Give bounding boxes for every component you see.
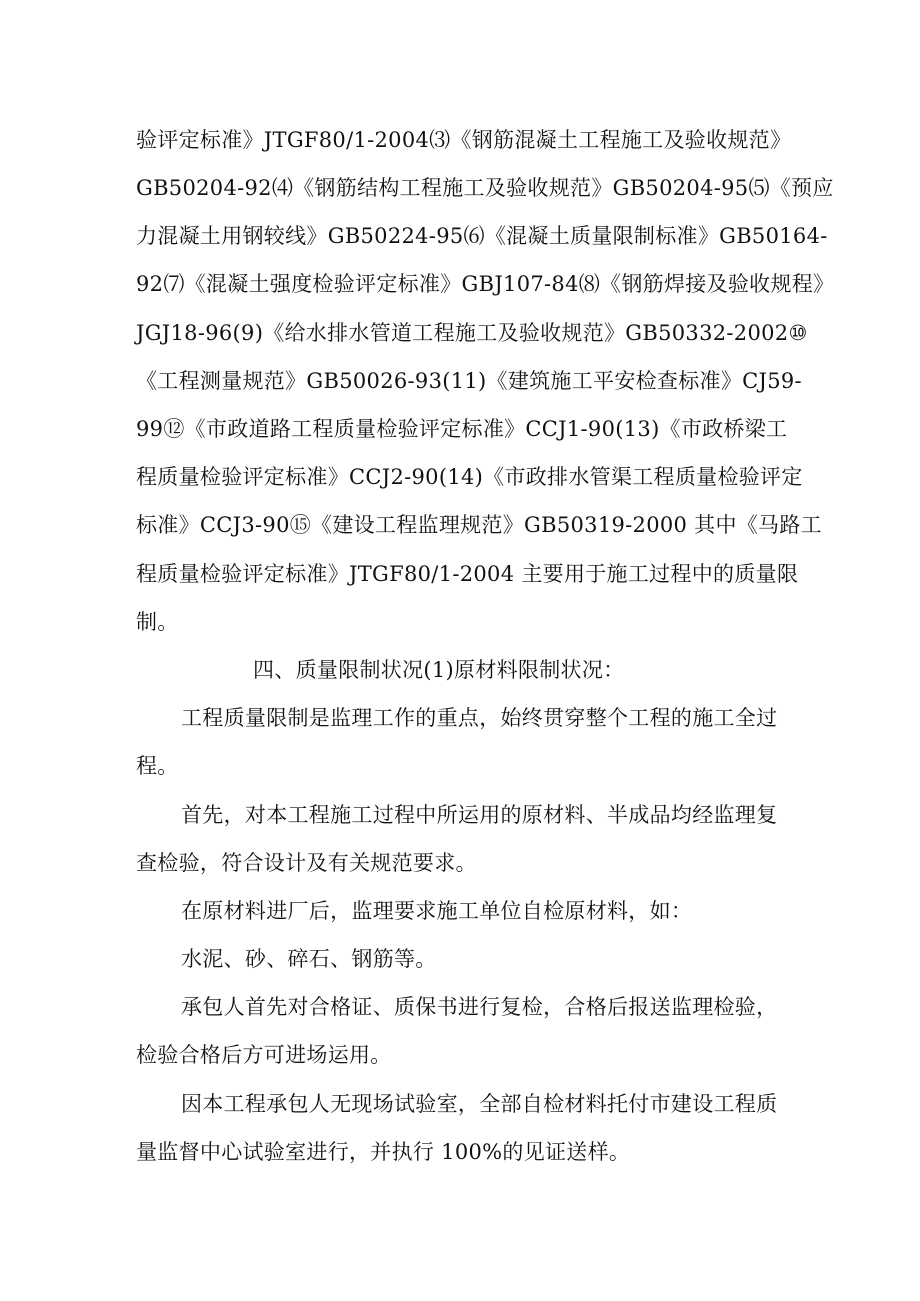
paragraph-line: 在原材料进厂后，监理要求施工单位自检原材料，如：: [181, 899, 693, 923]
text-line: 《工程测量规范》GB50026-93(11)《建筑施工平安检查标准》CJ59-: [136, 369, 802, 393]
text-line: 力混凝土用钢较线》GB50224-95⑹《混凝土质量限制标准》GB50164-: [136, 224, 828, 248]
paragraph-line: 首先，对本工程施工过程中所运用的原材料、半成品均经监理复: [181, 803, 778, 827]
paragraph-line: 量监督中心试验室进行，并执行 100%的见证送样。: [136, 1140, 631, 1164]
paragraph-line: 查检验，符合设计及有关规范要求。: [136, 851, 477, 875]
paragraph-line: 因本工程承包人无现场试验室，全部自检材料托付市建设工程质: [181, 1092, 778, 1116]
text-line: 标准》CCJ3-90⑮《建设工程监理规范》GB50319-2000 其中《马路工: [136, 513, 822, 537]
text-line: 99⑫《市政道路工程质量检验评定标准》CCJ1-90(13)《市政桥梁工: [136, 417, 788, 441]
paragraph-line: 水泥、砂、碎石、钢筋等。: [181, 947, 437, 971]
text-line: 制。: [136, 610, 179, 634]
paragraph-line: 检验合格后方可进场运用。: [136, 1043, 392, 1067]
text-line: JGJ18-96(9)《给水排水管道工程施工及验收规范》GB50332-2002⑩: [136, 321, 808, 345]
text-line: GB50204-92⑷《钢筋结构工程施工及验收规范》GB50204-95⑸《预应: [136, 176, 834, 200]
paragraph-line: 工程质量限制是监理工作的重点，始终贯穿整个工程的施工全过: [181, 706, 778, 730]
paragraph-line: 承包人首先对合格证、质保书进行复检，合格后报送监理检验，: [181, 995, 778, 1019]
paragraph-line: 程。: [136, 754, 179, 778]
text-line: 程质量检验评定标准》JTGF80/1-2004 主要用于施工过程中的质量限: [136, 562, 799, 586]
section-heading: 四、质量限制状况(1)原材料限制状况：: [253, 658, 625, 682]
text-line: 92⑺《混凝土强度检验评定标准》GBJ107-84⑻《钢筋焊接及验收规程》: [136, 272, 835, 296]
text-line: 程质量检验评定标准》CCJ2-90(14)《市政排水管渠工程质量检验评定: [136, 465, 803, 489]
text-line: 验评定标准》JTGF80/1-2004⑶《钢筋混凝土工程施工及验收规范》: [136, 128, 792, 152]
